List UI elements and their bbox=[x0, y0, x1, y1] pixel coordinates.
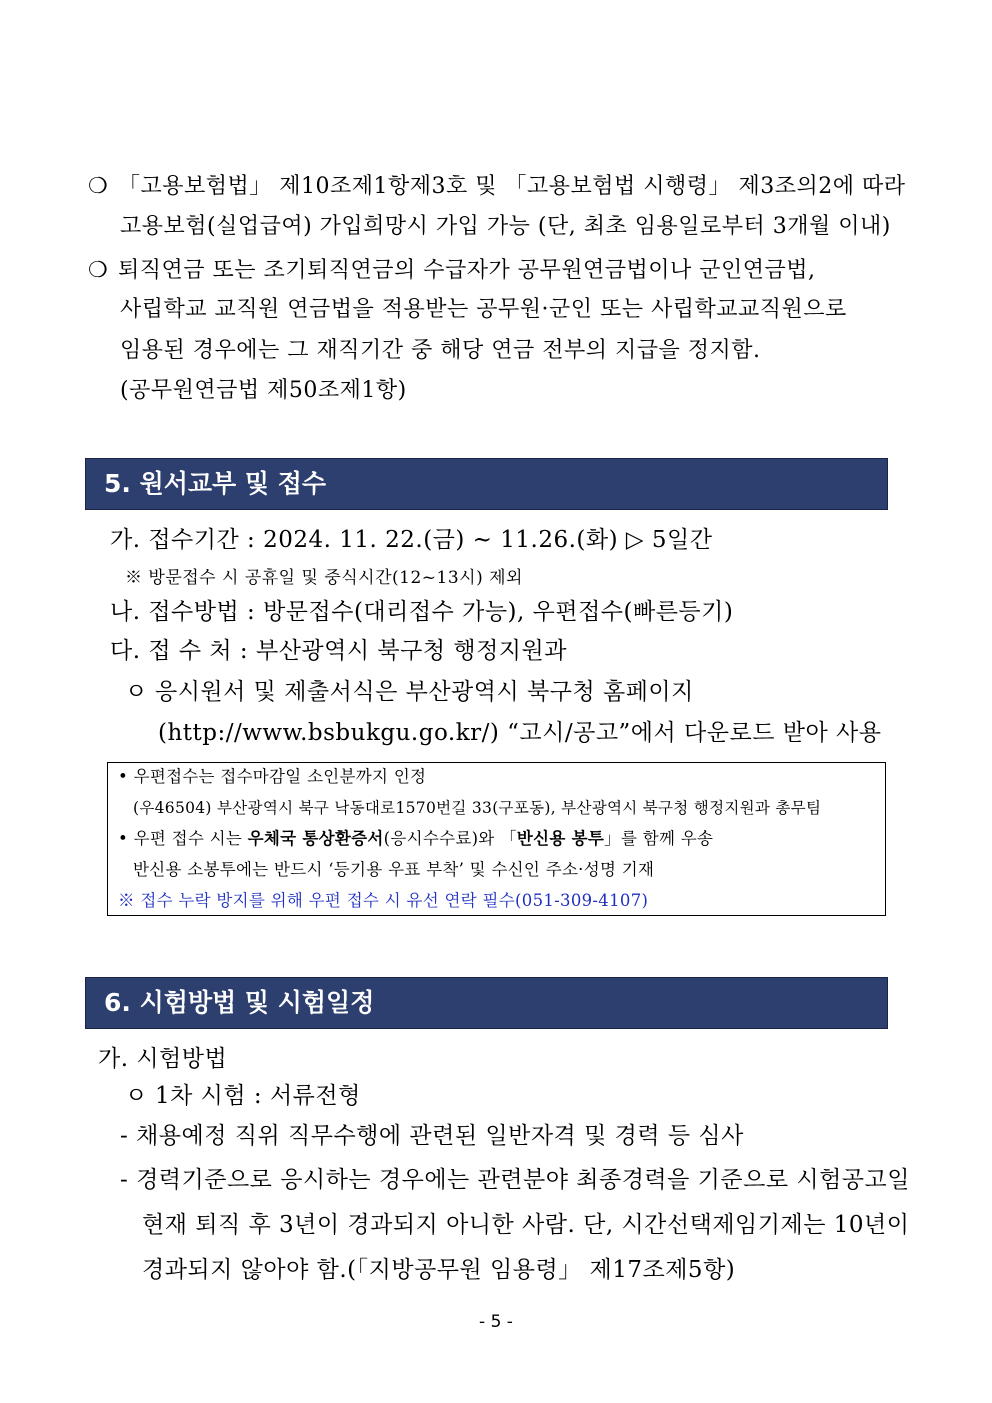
notice-line-5: ※ 접수 누락 방지를 위해 우편 접수 시 유선 연락 필수(051-309-4107) bbox=[118, 891, 649, 910]
intro-bullet-1 bbox=[88, 172, 906, 202]
page-number: - 5 - bbox=[479, 1312, 513, 1332]
reception-place: 다. 접 수 처 : 부산광역시 북구청 행정지원과 bbox=[110, 638, 567, 664]
dash-bullet-icon: - bbox=[120, 1123, 129, 1149]
intro-bullet-2 bbox=[88, 256, 816, 286]
notice-line-2: (우46504) 부산광역시 북구 낙동대로1570번길 33(구포동), 부산광역시 북구청 행정지원과 총무팀 bbox=[133, 799, 822, 817]
mail-notice-box bbox=[107, 762, 886, 916]
circle-bullet-icon: ❍ bbox=[88, 258, 109, 283]
first-round-text: 1차 시험 : 서류전형 bbox=[155, 1083, 361, 1109]
form-info-line-1 bbox=[125, 677, 694, 707]
notice-line-4: 반신용 소봉투에는 반드시 ‘등기용 우표 부착’ 및 수신인 주소·성명 기재 bbox=[133, 860, 655, 879]
money-order-text: 우체국 통상환증서 bbox=[247, 829, 384, 848]
exam-item-1-text: 채용예정 직위 직무수행에 관련된 일반자격 및 경력 등 심사 bbox=[136, 1123, 744, 1149]
section-5-header: 5. 원서교부 및 접수 bbox=[85, 458, 888, 510]
intro-line-3: 퇴직연금 또는 조기퇴직연금의 수급자가 공무원연금법이나 군인연금법, bbox=[118, 258, 816, 283]
circle-bullet-icon: ㅇ bbox=[125, 679, 148, 705]
exam-item-1 bbox=[120, 1121, 744, 1151]
form-info-text: 응시원서 및 제출서식은 부산광역시 북구청 홈페이지 bbox=[155, 679, 694, 705]
form-info-line-2: (http://www.bsbukgu.go.kr/) “고시/공고”에서 다운로드 받아 사용 bbox=[158, 720, 882, 746]
notice-text-1: 우편접수는 접수마감일 소인분까지 인정 bbox=[133, 767, 427, 786]
bullet-dot-icon: • bbox=[118, 829, 129, 848]
exam-item-2 bbox=[120, 1165, 910, 1195]
reception-period-note: ※ 방문접수 시 공휴일 및 중식시간(12~13시) 제외 bbox=[125, 568, 523, 588]
dash-bullet-icon: - bbox=[120, 1167, 129, 1193]
first-round bbox=[125, 1081, 361, 1111]
intro-line-2: 고용보험(실업급여) 가입희망시 가입 가능 (단, 최초 임용일로부터 3개월 이내) bbox=[120, 214, 891, 239]
section-6-header: 6. 시험방법 및 시험일정 bbox=[85, 977, 888, 1029]
intro-line-5: 임용된 경우에는 그 재직기간 중 해당 연금 전부의 지급을 정지함. bbox=[120, 338, 761, 363]
circle-bullet-icon: ㅇ bbox=[125, 1083, 148, 1109]
exam-item-2-line-3: 경과되지 않아야 함.(「지방공무원 임용령」 제17조제5항) bbox=[142, 1257, 736, 1283]
return-envelope-text: 반신용 봉투 bbox=[516, 829, 605, 848]
notice-line-1 bbox=[118, 765, 426, 789]
circle-bullet-icon: ❍ bbox=[88, 174, 109, 199]
reception-method: 나. 접수방법 : 방문접수(대리접수 가능), 우편접수(빠른등기) bbox=[110, 599, 734, 625]
exam-item-2-line-2: 현재 퇴직 후 3년이 경과되지 아니한 사람. 단, 시간선택제임기제는 10년이 bbox=[142, 1212, 910, 1238]
exam-item-2-text: 경력기준으로 응시하는 경우에는 관련분야 최종경력을 기준으로 시험공고일 bbox=[136, 1167, 910, 1193]
intro-line-1: 「고용보험법」 제10조제1항제3호 및 「고용보험법 시행령」 제3조의2에 따라 bbox=[118, 174, 906, 199]
reception-period: 가. 접수기간 : 2024. 11. 22.(금) ~ 11.26.(화) ▷ 5일간 bbox=[110, 527, 713, 553]
intro-line-6: (공무원연금법 제50조제1항) bbox=[120, 378, 407, 403]
intro-line-4: 사립학교 교직원 연금법을 적용받는 공무원·군인 또는 사립학교교직원으로 bbox=[120, 297, 847, 322]
bullet-dot-icon: • bbox=[118, 767, 129, 786]
notice-line-3: • 우편 접수 시는 우체국 통상환증서(응시수수료)와 「반신용 봉투」를 함께 우송 bbox=[118, 829, 714, 848]
exam-method-heading: 가. 시험방법 bbox=[98, 1046, 228, 1072]
